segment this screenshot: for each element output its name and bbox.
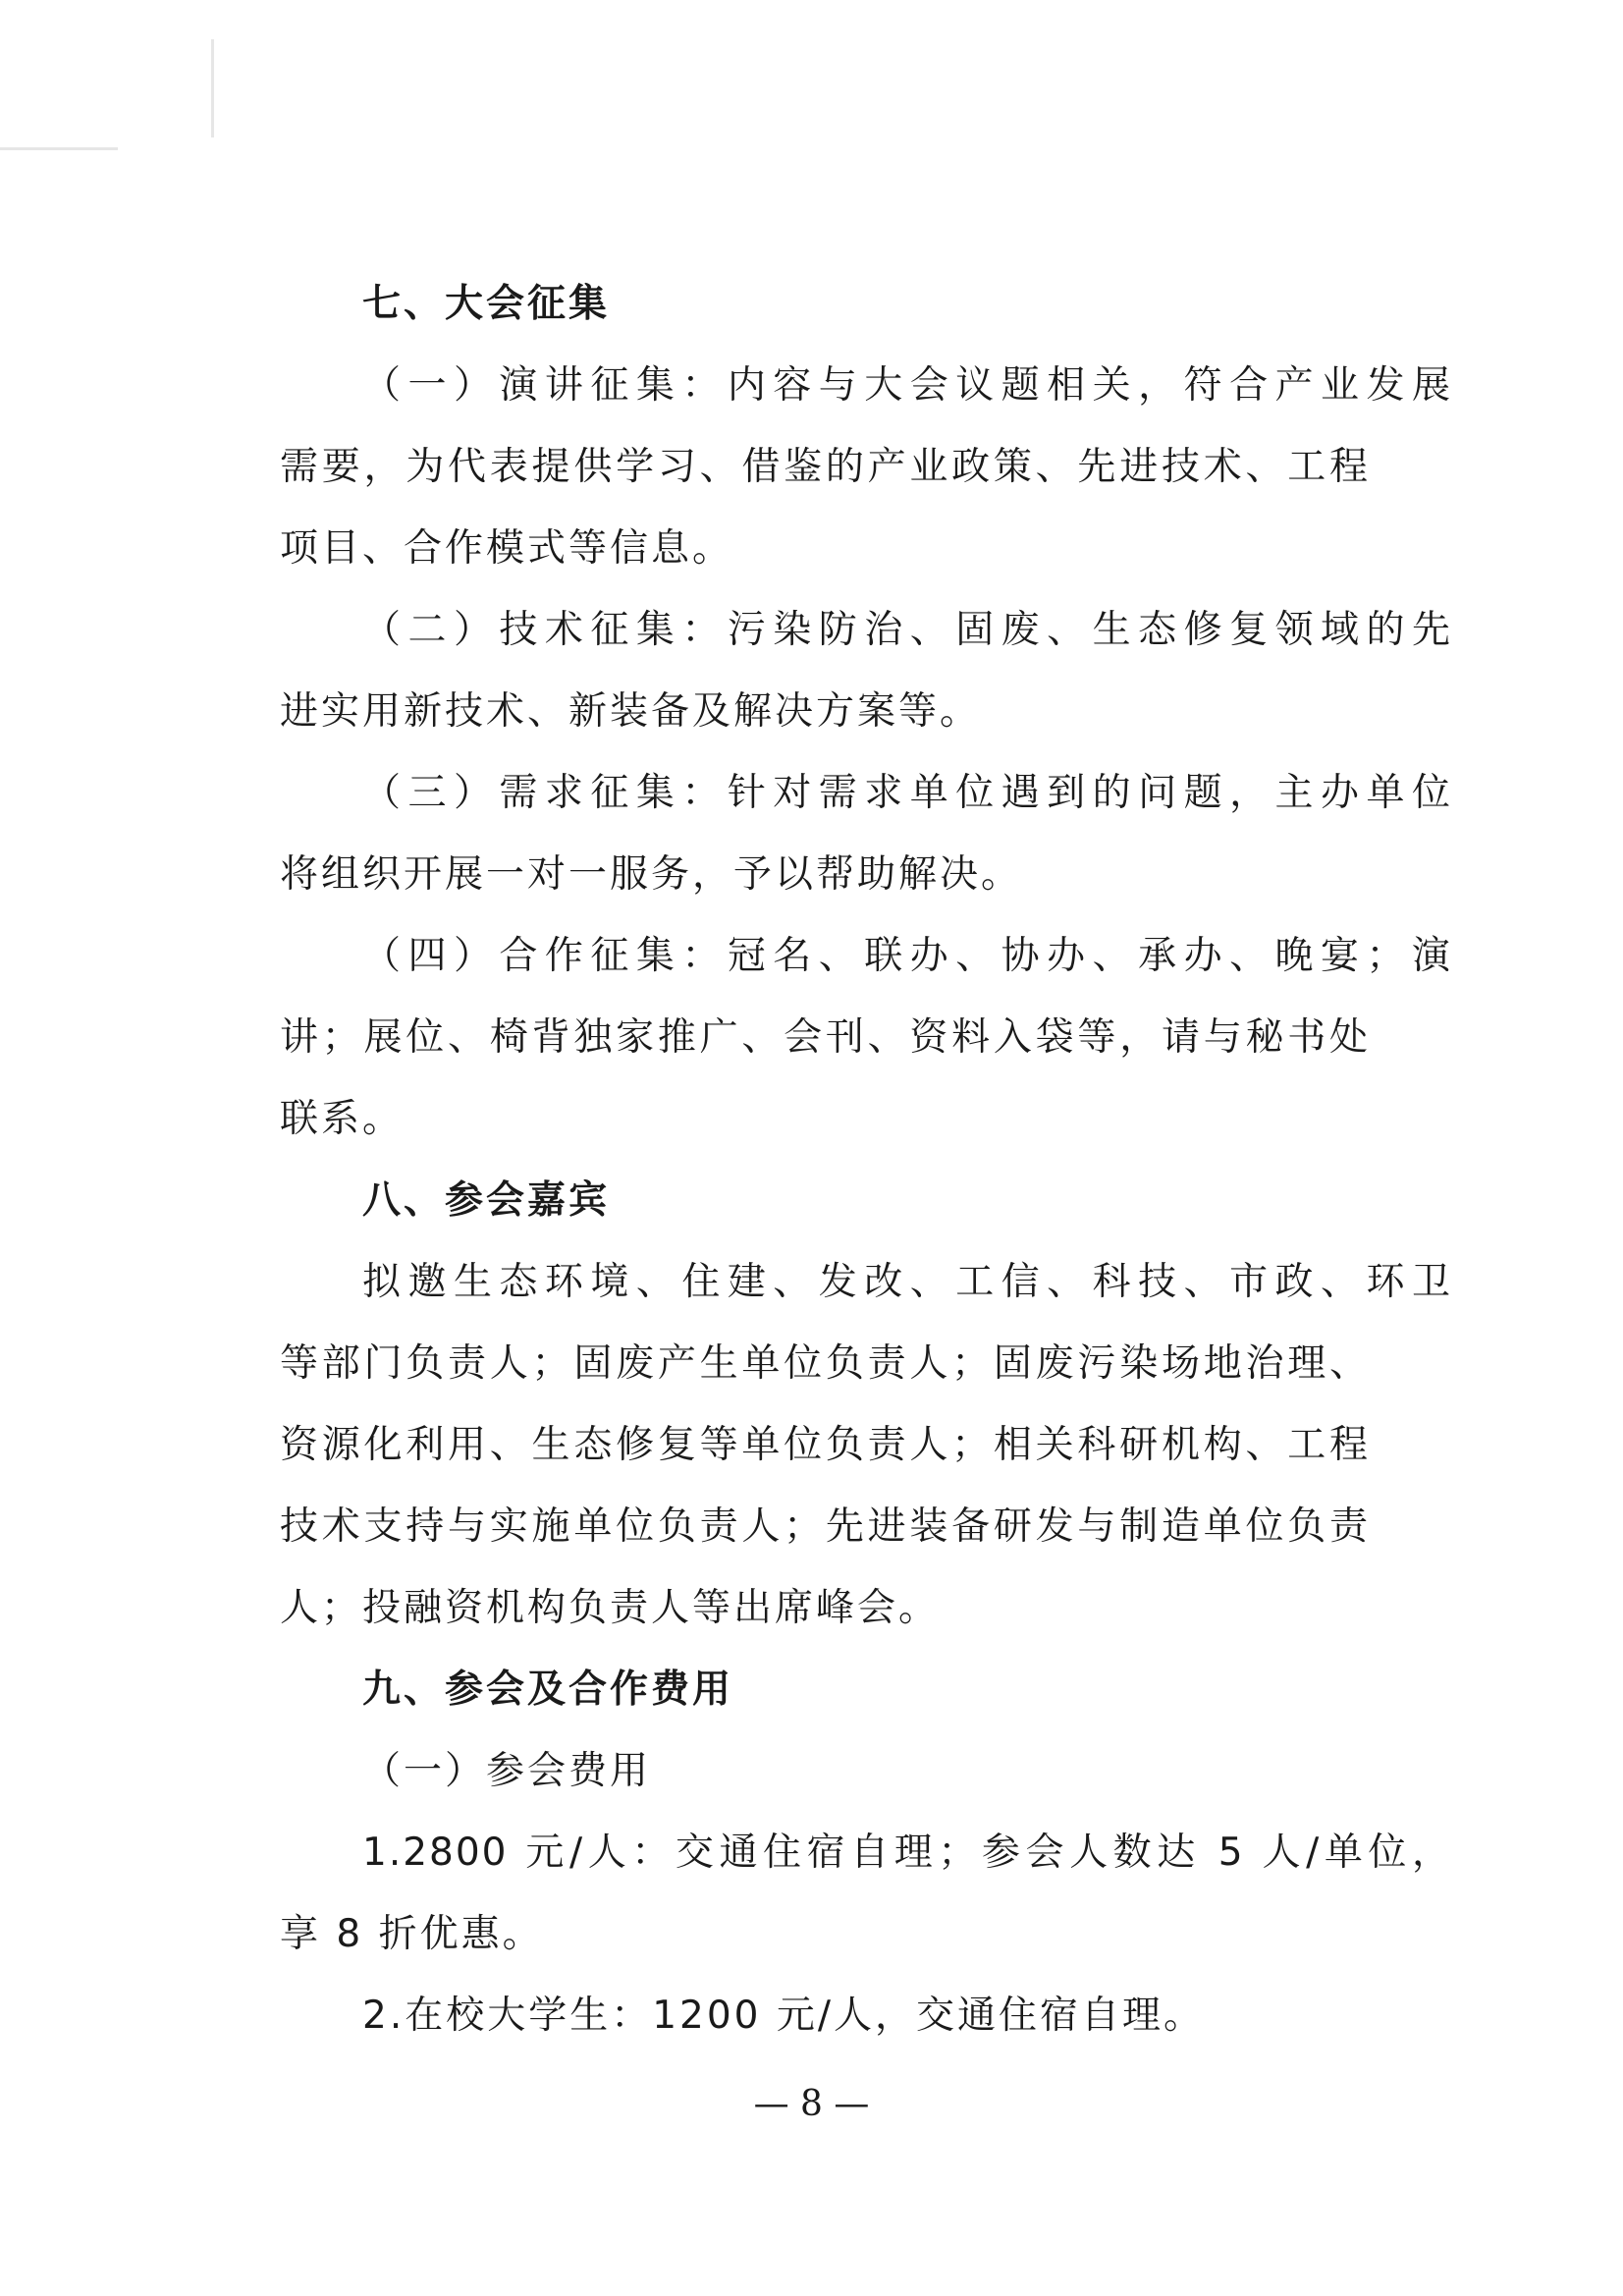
paragraph-line: 技术支持与实施单位负责人；先进装备研发与制造单位负责 <box>280 1504 1370 1549</box>
document-body <box>280 263 1452 2056</box>
section-7-heading: 七、大会征集 <box>362 282 611 326</box>
scan-artifact <box>0 147 118 150</box>
paragraph-line: （四）合作征集：冠名、联办、协办、承办、晚宴；演 <box>362 934 1452 978</box>
scan-artifact <box>211 39 214 137</box>
paragraph-line: （二）技术征集：污染防治、固废、生态修复领域的先 <box>362 608 1452 652</box>
paragraph-line: 人；投融资机构负责人等出席峰会。 <box>280 1586 941 1630</box>
paragraph-line: 拟邀生态环境、住建、发改、工信、科技、市政、环卫 <box>362 1260 1452 1304</box>
page-number: — 8 — <box>753 2084 870 2124</box>
paragraph-line: （一）演讲征集：内容与大会议题相关，符合产业发展 <box>362 363 1452 408</box>
paragraph-line: 将组织开展一对一服务，予以帮助解决。 <box>280 852 1023 897</box>
paragraph-line: 等部门负责人；固废产生单位负责人；固废污染场地治理、 <box>280 1341 1370 1386</box>
paragraph-line: 联系。 <box>280 1097 405 1141</box>
paragraph-line: 项目、合作模式等信息。 <box>280 526 734 571</box>
paragraph-line: 享 8 折优惠。 <box>280 1912 544 1956</box>
paragraph-line: 资源化利用、生态修复等单位负责人；相关科研机构、工程 <box>280 1423 1370 1467</box>
paragraph-line: 讲；展位、椅背独家推广、会刊、资料入袋等，请与秘书处 <box>280 1015 1370 1060</box>
section-8-heading: 八、参会嘉宾 <box>362 1178 611 1223</box>
subsection-heading: （一）参会费用 <box>362 1749 652 1793</box>
paragraph-line: 需要，为代表提供学习、借鉴的产业政策、先进技术、工程 <box>280 445 1370 489</box>
section-9-heading: 九、参会及合作费用 <box>362 1667 734 1712</box>
paragraph-line: 进实用新技术、新装备及解决方案等。 <box>280 689 982 734</box>
paragraph-line: 1.2800 元/人：交通住宿自理；参会人数达 5 人/单位， <box>362 1831 1452 1875</box>
paragraph-line: （三）需求征集：针对需求单位遇到的问题，主办单位 <box>362 771 1452 815</box>
paragraph-line: 2.在校大学生：1200 元/人，交通住宿自理。 <box>362 1994 1205 2038</box>
